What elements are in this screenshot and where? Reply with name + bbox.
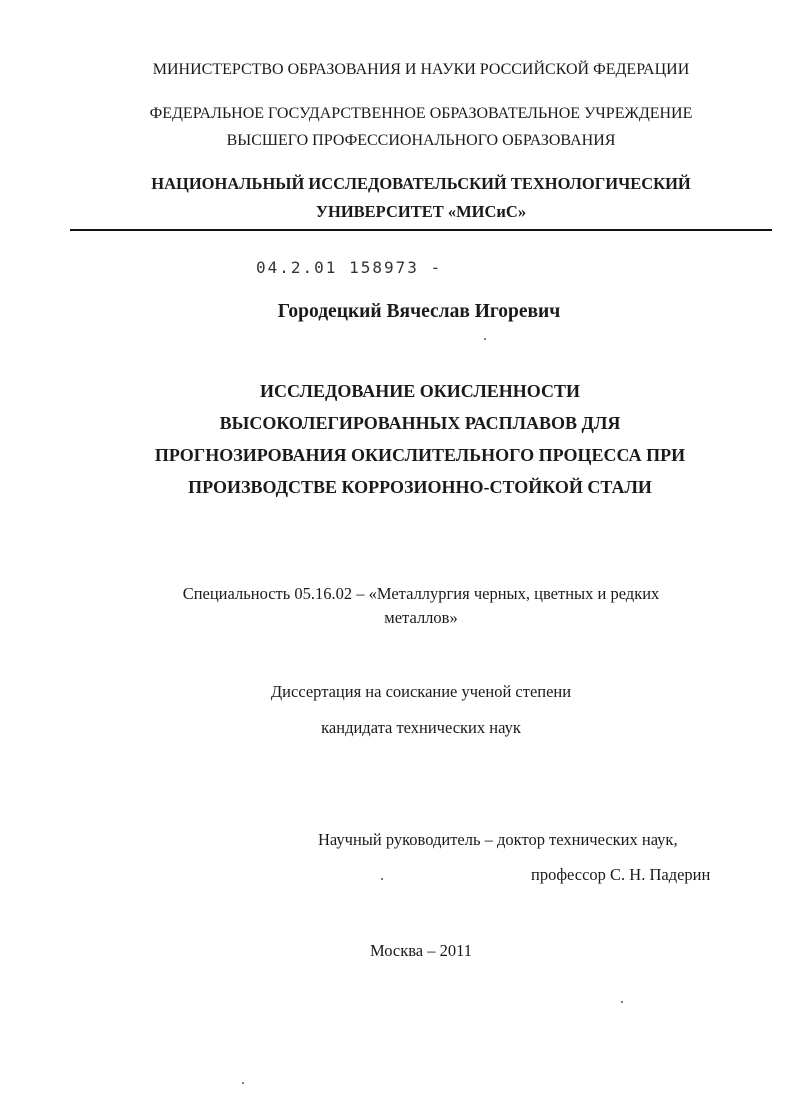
thesis-title-line-1: ИССЛЕДОВАНИЕ ОКИСЛЕННОСТИ <box>260 381 580 401</box>
scan-speck <box>381 878 383 880</box>
speciality-line-2: металлов» <box>384 608 458 627</box>
scan-speck <box>621 1001 623 1003</box>
institution-line-2: ВЫСШЕГО ПРОФЕССИОНАЛЬНОГО ОБРАЗОВАНИЯ <box>226 132 616 149</box>
thesis-title-line-2: ВЫСОКОЛЕГИРОВАННЫХ РАСПЛАВОВ ДЛЯ <box>219 413 621 433</box>
thesis-title-line-4: ПРОИЗВОДСТВЕ КОРРОЗИОННО-СТОЙКОЙ СТАЛИ <box>188 477 652 497</box>
ministry-heading: МИНИСТЕРСТВО ОБРАЗОВАНИЯ И НАУКИ РОССИЙСКОЙ ФЕДЕРАЦИИ <box>152 61 690 78</box>
header-divider <box>70 229 772 231</box>
scan-speck <box>484 338 486 340</box>
scan-speck <box>242 1082 244 1084</box>
speciality-line-1: Специальность 05.16.02 – «Металлургия черных, цветных и редких <box>182 584 660 603</box>
institution-line-1: ФЕДЕРАЛЬНОЕ ГОСУДАРСТВЕННОЕ ОБРАЗОВАТЕЛЬНОЕ УЧРЕЖДЕНИЕ <box>149 105 693 122</box>
degree-line-1: Диссертация на соискание ученой степени <box>270 682 572 701</box>
city-year: Москва – 2011 <box>369 941 473 960</box>
author-name: Городецкий Вячеслав Игоревич <box>277 301 561 322</box>
university-name-line-2: УНИВЕРСИТЕТ «МИСиС» <box>315 202 527 221</box>
supervisor-line-2: профессор С. Н. Падерин <box>531 865 711 884</box>
university-name-line-1: НАЦИОНАЛЬНЫЙ ИССЛЕДОВАТЕЛЬСКИЙ ТЕХНОЛОГИЧЕСКИЙ <box>151 174 691 193</box>
thesis-title-line-3: ПРОГНОЗИРОВАНИЯ ОКИСЛИТЕЛЬНОГО ПРОЦЕССА ПРИ <box>154 445 686 465</box>
degree-line-2: кандидата технических наук <box>321 718 521 737</box>
registration-stamp-number: 04.2.01 158973 - <box>256 258 443 277</box>
supervisor-line-1: Научный руководитель – доктор технических наук, <box>318 830 678 849</box>
